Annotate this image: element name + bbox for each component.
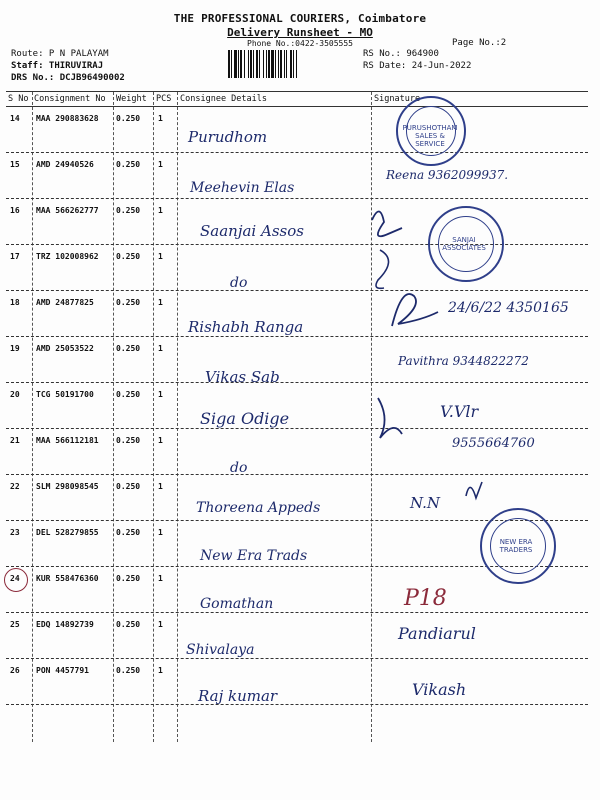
col-header-pcs: PCS — [156, 94, 172, 104]
cell-weight: 0.250 — [116, 298, 141, 307]
signature-handwriting: V.Vlr — [440, 402, 479, 421]
cell-pcs: 1 — [158, 206, 163, 215]
cell-consignment: MAA 290883628 — [36, 114, 99, 123]
consignee-handwriting: Gomathan — [200, 596, 274, 612]
signature-handwriting: Pandiarul — [398, 624, 476, 643]
scribble — [378, 398, 402, 438]
cell-sno: 19 — [10, 344, 20, 353]
cell-weight: 0.250 — [116, 620, 141, 629]
scribble — [466, 482, 482, 498]
rs-number: RS No.: 964900 — [363, 49, 439, 59]
cell-sno: 17 — [10, 252, 20, 261]
cell-weight: 0.250 — [116, 390, 141, 399]
cell-sno: 24 — [10, 574, 20, 583]
cell-pcs: 1 — [158, 114, 163, 123]
document-title: Delivery Runsheet - MO — [227, 26, 373, 39]
cell-consignment: AMD 24940526 — [36, 160, 94, 169]
cell-consignment: TRZ 102008962 — [36, 252, 99, 261]
cell-pcs: 1 — [158, 666, 163, 675]
cell-sno: 18 — [10, 298, 20, 307]
cell-pcs: 1 — [158, 482, 163, 491]
consignee-handwriting: Meehevin Elas — [190, 180, 295, 196]
cell-pcs: 1 — [158, 620, 163, 629]
signature-handwriting: P18 — [404, 586, 447, 611]
cell-pcs: 1 — [158, 436, 163, 445]
cell-weight: 0.250 — [116, 574, 141, 583]
consignee-handwriting: Saanjai Assos — [200, 222, 304, 240]
col-header-signature: Signature — [374, 94, 421, 104]
cell-pcs: 1 — [158, 252, 163, 261]
cell-consignment: PON 4457791 — [36, 666, 89, 675]
signature-handwriting: Pavithra 9344822272 — [398, 354, 529, 368]
scribble — [392, 294, 438, 326]
cell-weight: 0.250 — [116, 160, 141, 169]
consignee-handwriting: Raj kumar — [198, 687, 278, 705]
signature-handwriting: N.N — [410, 494, 441, 512]
staff: Staff: THIRUVIRAJ — [11, 61, 104, 71]
cell-consignment: SLM 298098545 — [36, 482, 99, 491]
company-title: THE PROFESSIONAL COURIERS, Coimbatore — [173, 12, 427, 25]
signature-handwriting: 9555664760 — [452, 436, 535, 451]
cell-weight: 0.250 — [116, 344, 141, 353]
col-header-sno: S No — [8, 94, 29, 104]
cell-weight: 0.250 — [116, 436, 141, 445]
phone-number: Phone No.:0422-3505555 — [247, 39, 353, 48]
col-header-consignee: Consignee Details — [180, 94, 267, 104]
page-number: Page No.:2 — [452, 38, 507, 48]
cell-consignment: MAA 566112181 — [36, 436, 99, 445]
cell-consignment: AMD 24877825 — [36, 298, 94, 307]
cell-weight: 0.250 — [116, 666, 141, 675]
cell-sno: 25 — [10, 620, 20, 629]
col-header-consignment: Consignment No — [34, 94, 106, 104]
cell-sno: 21 — [10, 436, 20, 445]
scribble — [372, 211, 402, 236]
cell-consignment: DEL 528279855 — [36, 528, 99, 537]
cell-sno: 26 — [10, 666, 20, 675]
signature-handwriting: 24/6/22 4350165 — [448, 300, 569, 316]
col-header-weight: Weight — [116, 94, 147, 104]
cell-consignment: AMD 25053522 — [36, 344, 94, 353]
cell-sno: 15 — [10, 160, 20, 169]
stamp-text: SANJAI ASSOCIATES — [442, 236, 486, 252]
cell-sno: 23 — [10, 528, 20, 537]
cell-weight: 0.250 — [116, 206, 141, 215]
consignee-handwriting: Siga Odige — [200, 409, 290, 428]
consignee-handwriting: Purudhom — [188, 128, 268, 146]
cell-consignment: TCG 50191700 — [36, 390, 94, 399]
cell-consignment: EDQ 14892739 — [36, 620, 94, 629]
consignee-handwriting: Vikas Sab — [205, 368, 280, 386]
signature-handwriting: Reena 9362099937. — [386, 168, 509, 182]
cell-sno: 22 — [10, 482, 20, 491]
circled-row-marker — [4, 568, 28, 592]
cell-pcs: 1 — [158, 160, 163, 169]
rs-date: RS Date: 24-Jun-2022 — [363, 61, 472, 71]
cell-sno: 16 — [10, 206, 20, 215]
cell-weight: 0.250 — [116, 114, 141, 123]
cell-weight: 0.250 — [116, 528, 141, 537]
consignee-handwriting: do — [230, 460, 248, 476]
cell-sno: 14 — [10, 114, 20, 123]
cell-weight: 0.250 — [116, 252, 141, 261]
cell-pcs: 1 — [158, 528, 163, 537]
stamp-text: PURUSHOTHAM SALES & SERVICE — [402, 124, 458, 148]
cell-pcs: 1 — [158, 574, 163, 583]
cell-pcs: 1 — [158, 390, 163, 399]
route: Route: P N PALAYAM — [11, 49, 109, 59]
drs-number: DRS No.: DCJB96490002 — [11, 73, 125, 83]
signature-handwriting: Vikash — [412, 680, 467, 699]
consignee-handwriting: Shivalaya — [186, 642, 255, 658]
cell-consignment: KUR 558476360 — [36, 574, 99, 583]
consignee-handwriting: do — [230, 275, 248, 291]
cell-weight: 0.250 — [116, 482, 141, 491]
scribble — [376, 250, 389, 288]
consignee-handwriting: Thoreena Appeds — [196, 500, 321, 516]
cell-pcs: 1 — [158, 344, 163, 353]
cell-pcs: 1 — [158, 298, 163, 307]
stamp-text: NEW ERA TRADERS — [499, 538, 533, 554]
cell-sno: 20 — [10, 390, 20, 399]
consignee-handwriting: Rishabh Ranga — [188, 318, 304, 336]
cell-consignment: MAA 566262777 — [36, 206, 99, 215]
consignee-handwriting: New Era Trads — [200, 548, 308, 564]
